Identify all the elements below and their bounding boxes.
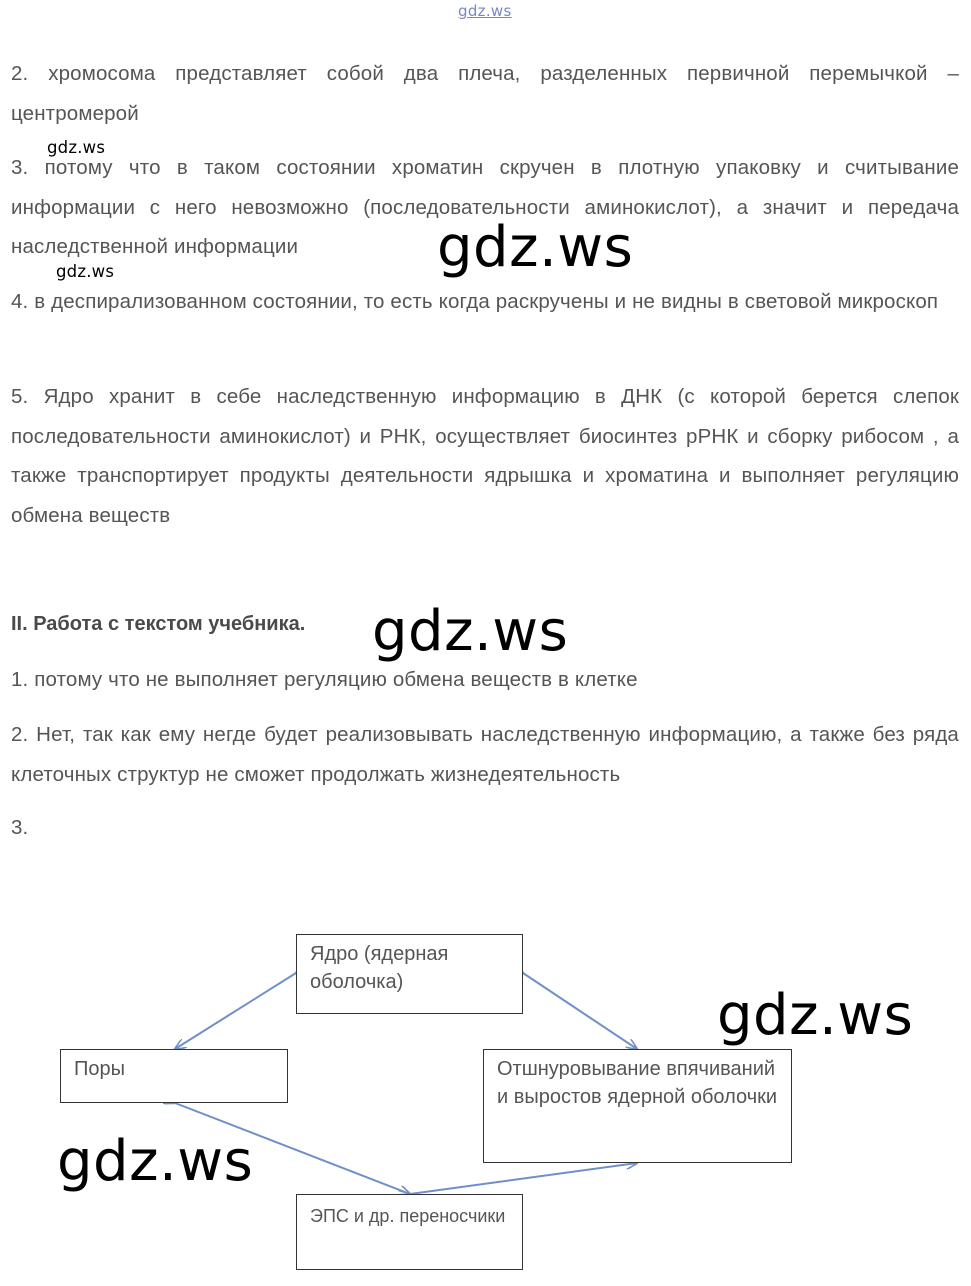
node-nucleus [296,934,523,1014]
answer-4: 4. в деспирализованном состоянии, то есть когда раскручены и не видны в световой микроскоп [11,290,939,313]
watermark-big-2: gdz.ws [372,599,569,664]
node-budding-label: Отшнуровывание впячиваний и выростов ядерной оболочки [497,1058,778,1108]
answer-5: 5. Ядро хранит в себе наследственную информацию в ДНК (с которой берется слепок последовательности аминокислот) и РНК, осуществляет биосинтез рРНК и сборку рибосом , а также транспортирует продукты деятельности ядрышка и хроматина и выполняет регуляцию обмена веществ [11,385,959,527]
watermark-big-4: gdz.ws [57,1129,254,1194]
answer-2: 2. хромосома представляет собой два плеча, разделенных первичной перемычкой – центромерой [11,62,959,125]
arrow-eps-budding [410,1163,637,1194]
task-answer-2: 2. Нет, так как ему негде будет реализовывать наследственную информацию, а также без ряда клеточных структур не сможет продолжать жизнедеятельность [11,723,959,786]
task-answer-3: 3. [11,816,29,839]
watermark-big-1: gdz.ws [437,215,634,280]
node-nucleus-label: Ядро (ядерная оболочка) [310,943,449,993]
task-answer-1: 1. потому что не выполняет регуляцию обмена веществ в клетке [11,668,638,691]
arrow-nucleus-budding [523,973,637,1049]
watermark-big-3: gdz.ws [717,983,914,1048]
node-eps [296,1194,523,1270]
node-pores-label: Поры [74,1058,125,1080]
section-heading: II. Работа с текстом учебника. [11,613,306,635]
answer-3: 3. потому что в таком состоянии хроматин скручен в плотную упаковку и считывание информации с него невозможно (последовательности аминокислот), а значит и передача наследственной информации [11,156,959,258]
node-pores [60,1049,288,1103]
arrow-nucleus-pores [175,973,296,1049]
watermark-small-2: gdz.ws [56,262,115,281]
watermark-small-1: gdz.ws [47,138,106,157]
node-eps-label: ЭПС и др. переносчики [310,1206,506,1226]
node-budding [483,1049,792,1163]
arrow-pores-eps [175,1103,410,1194]
top-watermark-link[interactable]: gdz.ws [458,2,512,20]
